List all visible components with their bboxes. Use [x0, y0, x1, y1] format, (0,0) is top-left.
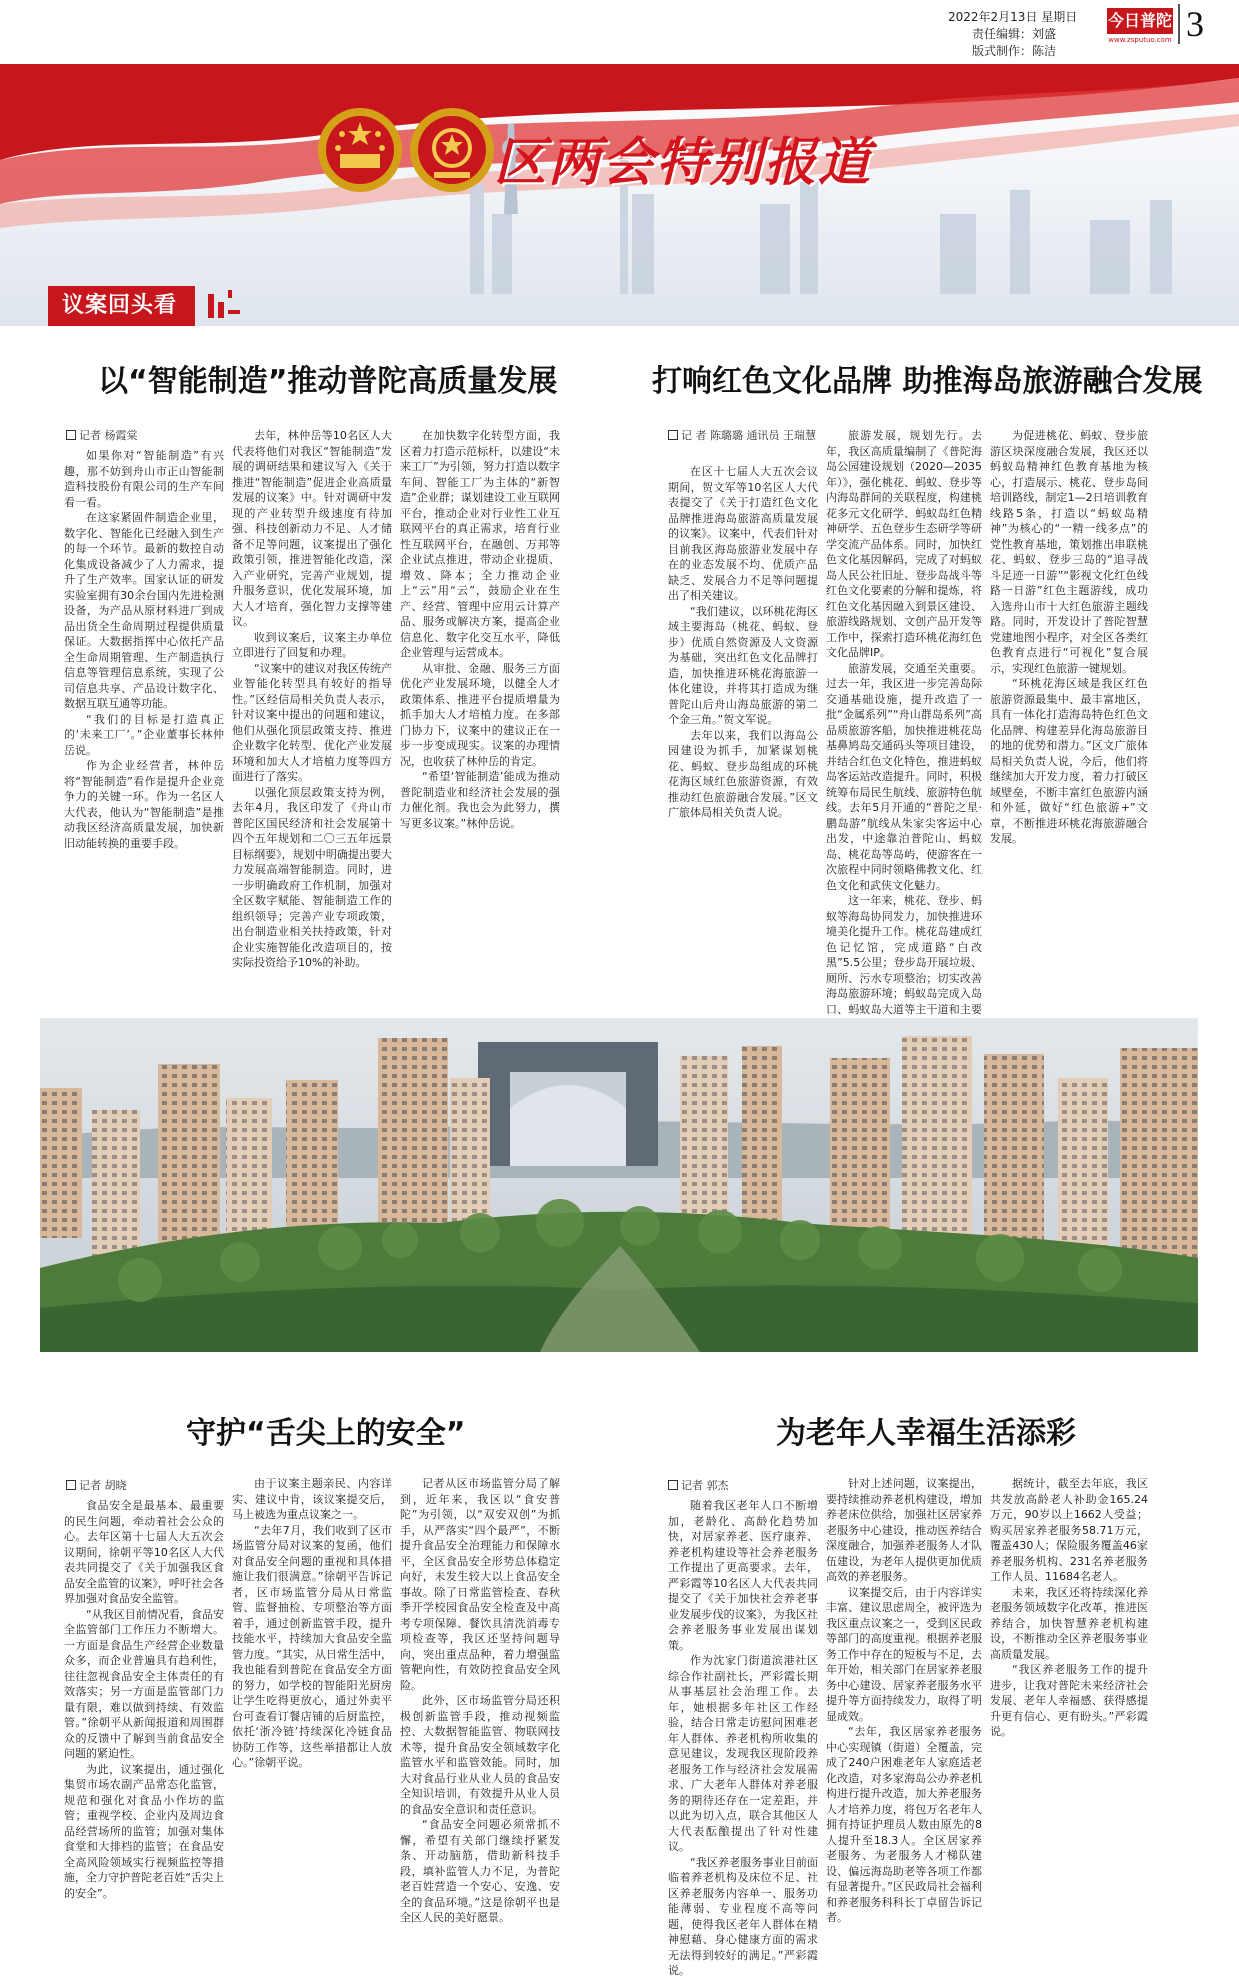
paragraph: 作为沈家门街道滨港社区综合作社副社长，严彩霞长期从事基层社会治理工作。去年，她根据多年社区工作经验，结合日常走访慰问困难老年人群体、养老机构所收集的意见建议，发现我区现阶段养老服务工作与经济社会发展需求、广大老年人群体对养老服务的期待还存在一定差距，并以此为切入点，联合其他区人大代表酝酿提出了针对性建议。 [668, 1654, 818, 1853]
paragraph: “环桃花海区域是我区红色旅游资源最集中、最丰富地区，具有一体化打造海岛特色红色文化品牌、构建差异化海岛旅游目的地的优势和潜力。”区文广旅体局相关负责人说，今后，他们将继续加大开发力度，着力打破区域壁垒，不断丰富红色旅游内涵和外延，做好“红色旅游+”文章，不断推进环桃花海旅游融合发展。 [990, 677, 1148, 845]
article-column [668, 464, 818, 990]
paragraph: “我区养老服务事业目前面临着养老机构及床位不足、社区养老服务内容单一、服务功能薄弱、专业程度不高等问题，使得我区老年人群体在精神慰藉、身心健康方面的需求无法得到较好的满足。”严彩霞说。 [668, 1855, 818, 1977]
paragraph: “我区养老服务工作的提升进步，让我对普陀未来经济社会发展、老年人幸福感、获得感提升更有信心、更有盼头。”严彩霞说。 [990, 1663, 1148, 1738]
paragraph: 据统计，截至去年底，我区共发放高龄老人补助金165.24万元，90岁以上1662人受益；购买居家养老服务58.71万元，覆盖430人；保险服务覆盖46家养老服务机构、231名养老服务工作人员、11684名老人。 [990, 1477, 1148, 1583]
page-number: 3 [1178, 4, 1204, 44]
paragraph: 为此，议案提出，通过强化集贸市场农副产品常态化监管，规范和强化对食品小作坊的监管；重视学校、企业内及周边食品经营场所的监管；加强对集体食堂和大排档的监管；在食品安全高风险领域实行视频监控等措施，全力守护普陀老百姓“舌尖上的安全”。 [64, 1762, 224, 1900]
page-header [0, 0, 1239, 64]
section-tag-decoration [208, 290, 240, 318]
article-headline: 以“智能制造”推动普陀高质量发展 [98, 364, 558, 399]
paragraph: 由于议案主题亲民、内容详实、建议中肯，该议案提交后，马上被选为重点议案之一。 [232, 1477, 392, 1521]
paragraph: 收到议案后，议案主办单位立即进行了回复和办理。 [232, 630, 392, 659]
paragraph: 去年以来，我们以海岛公园建设为抓手，加紧谋划桃花、蚂蚁、登步岛组成的环桃花海区域红色旅游资源，有效推动红色旅游融合发展。”区文广旅体局相关负责人说。 [668, 728, 818, 819]
paragraph: 食品安全是最基本、最重要的民生问题，牵动着社会公众的心。去年区第十七届人大五次会议期间，徐朝平等10名区人大代表共同提交了《关于加强我区食品安全监管的议案》，呼吁社会各界加强对食品安全监管。 [64, 1499, 224, 1605]
paragraph: “我们建议，以环桃花海区域主要海岛（桃花、蚂蚁、登步）优质自然资源及人文资源为基础，突出红色文化品牌打造，加快推进环桃花海旅游一体化建设，并将其打造成为继普陀山后舟山海岛旅游的第二个金三角。”贺文军说。 [668, 604, 818, 726]
byline-text: 记 者 陈璐璐 通讯员 王瑞慧 [681, 429, 816, 442]
cppcc-emblem-icon [410, 108, 494, 192]
paragraph: “去年，我区居家养老服务中心实现镇（街道）全覆盖，完成了240户困难老年人家庭适老化改造，对多家海岛公办养老机构进行提升改造，加大养老服务人才培养力度，将包万名老年人拥有持证护理员人数由原先的8人提升至18.3人。全区居家养老服务、为老服务人才梯队建设、偏远海岛助老等各项工作都有显著提升。”区民政局社会福利和养老服务科科长丁卓留告诉记者。 [826, 1725, 982, 1924]
layout-line: 版式制作：陈洁 [972, 44, 1057, 58]
article-byline [668, 1478, 729, 1493]
paragraph: “希望‘智能制造’能成为推动普陀制造业和经济社会发展的强力催化剂。我也会为此努力，撰写更多议案。”林仲岳说。 [400, 770, 560, 830]
paragraph: 在区十七届人大五次会议期间，贺文军等10名区人大代表提交了《关于打造红色文化品牌推进海岛旅游高质量发展的议案》。议案中，代表们针对目前我区海岛旅游业发展中存在的业态发展不均、优质产品缺乏、发展合力不足等问题提出了相关建议。 [668, 465, 818, 602]
article-byline [66, 1478, 127, 1493]
paragraph: 从审批、金融、服务三方面优化产业发展环境，以健全人才政策体系、推进平台提质增量为抓手加大人才培植力度。在多部门协力下，议案中的建议正在一步一步变成现实。议案的办理情况，也收获了林仲岳的肯定。 [400, 661, 560, 768]
article-column [64, 1498, 224, 1914]
paragraph: “议案中的建议对我区传统产业智能化转型具有较好的指导性。”区经信局相关负责人表示，针对议案中提出的问题和建议，他们从强化顶层政策支持、推进企业数字化转型、优化产业发展环境和加大人才培植力度等四方面进行了落实。 [232, 661, 392, 783]
paragraph: “去年7月，我们收到了区市场监管分局对议案的复函，他们对食品安全问题的重视和具体措施让我们很满意。”徐朝平告诉记者，区市场监管分局从日常监管、监督抽检、专项整治等方面着手，通过创新监管手段，提升技能水平，持续加大食品安全监管力度。“其实，从日常生活中，我也能看到普陀在食品安全方面的努力，如学校的智能阳光厨房让学生吃得更放心，通过外卖平台可查看订餐店铺的后厨监控，依托‘浙冷链’持续深化冷链食品协防工作等，这些举措都让人放心。”徐朝平说。 [232, 1523, 392, 1769]
masthead-logo: 今日普陀 [1107, 8, 1173, 34]
paragraph: “从我区目前情况看，食品安全监管部门工作压力不断增大。一方面是食品生产经营企业数量众多，而企业普遍具有趋利性，往往忽视食品安全主体责任的有效落实；另一方面是监管部门力量有限，难以做到持续、有效监管。”徐朝平从新闻报道和周围群众的反馈中了解到当前食品安全问题的紧迫性。 [64, 1607, 224, 1760]
article-column [990, 428, 1148, 990]
special-report-banner [0, 64, 1239, 326]
byline-text: 记者 郭杰 [681, 1479, 729, 1492]
byline-marker-icon [66, 430, 76, 440]
article-column [232, 428, 392, 990]
paragraph: 作为企业经营者，林仲岳将“智能制造”看作是提升企业竞争力的关键一环。作为一名区人大代表，他认为“智能制造”是推动我区经济高质量发展，加快新旧动能转换的重要手段。 [64, 759, 224, 850]
article-headline: 打响红色文化品牌 助推海岛旅游融合发展 [652, 364, 1203, 399]
issue-date: 2022年2月13日 星期日 [948, 10, 1078, 24]
paragraph: 记者从区市场监管分局了解到，近年来，我区以“食安普陀”为引领，以“双安双创”为抓手，从严落实“四个最严”，不断提升食品安全治理能力和保障水平，全区食品安全形势总体稳定向好，未发生较大以上食品安全事故。除了日常监管检查、春秋季开学校园食品安全检查及中高考专项保障、餐饮具清洗消毒专项检查等，我区还坚持问题导向，突出重点品种，着力增强监管靶向性，有效防控食品安全风险。 [400, 1477, 560, 1692]
section-tag: 议案回头看 [48, 286, 195, 326]
banner-title: 区两会特别报道 [494, 133, 873, 193]
article-byline [66, 428, 138, 443]
paragraph: 针对上述问题，议案提出，要持续推动养老机构建设，增加养老床位供给，加强社区居家养老服务中心建设，推动医养结合深度融合，加强养老服务人才队伍建设，为老年人提供更加优质高效的养老服务。 [826, 1477, 982, 1583]
residential-photo-illustration [40, 1018, 1198, 1352]
article-byline [668, 428, 816, 443]
paragraph: 在加快数字化转型方面，我区着力打造示范标杆，以建设“未来工厂”为引领，努力打造以数字车间、智能工厂为主体的“新智造”企业群；谋划建设工业互联网平台，推动企业对行业性工业互联网平台的真正需求，培育行业性互联网平台，在融创、万邦等企业试点推进，带动企业提质、增效、降本；全力推动企业上“云”用“云”，鼓励企业在生产、经营、管理中应用云计算产品、服务或解决方案，提高企业信息化、数字化交互水平，降低企业管理与运营成本。 [400, 429, 560, 659]
paragraph: “食品安全问题必须常抓不懈，希望有关部门继续抒紧发条、开动脑筋，借助新科技手段，填补监管人力不足，为普陀老百姓营造一个安心、安逸、安全的食品环境。”这是徐朝平也是全区人民的美好愿景。 [400, 1818, 560, 1924]
paragraph: 如果你对“智能制造”有兴趣，那不妨到舟山市正山智能制造科技股份有限公司的生产车间看一看。 [64, 449, 224, 509]
editor-line: 责任编辑：刘盛 [972, 27, 1057, 41]
paragraph: 此外，区市场监管分局还积极创新监管手段，推动视频监控、大数据智能监管、物联网技术等，提升食品安全领域数字化监管水平和监管效能。同时，加大对食品行业从业人员的食品安全知识培训，有效提升从业人员的食品安全意识和责任意识。 [400, 1694, 560, 1816]
paragraph: 去年，林仲岳等10名区人大代表将他们对我区“智能制造”发展的调研结果和建议写入《关于推进“智能制造”促进企业高质量发展的议案》中。针对调研中发现的产业转型升级速度有待加强、科技创新动力不足、人才储备不足等问题，议案提出了强化政策引领，推进智能化改造，深入产业研究，完善产业规划，提升服务意识，优化发展环境，加大人才培育，强化智力支撑等建议。 [232, 429, 392, 628]
article-column [826, 428, 982, 1016]
article-column [400, 428, 560, 990]
paragraph: 旅游发展，交通至关重要。过去一年，我区进一步完善岛际交通基础设施，提升改造了一批“金属系列”“舟山群岛系列”高品质旅游客船，加快推进桃花岛基鼻鸠岛交通码头等项目建设，并结合红色文化特色，推进蚂蚁岛客运站改造提升。同时，积极统筹布局民生航线、旅游特色航线。去年5月开通的“普陀之星·鹏岛游”航线从朱家尖客运中心出发，中途靠泊普陀山、蚂蚁岛、桃花岛等岛屿，使游客在一次旅程中同时领略佛教文化、红色文化和武侠文化魅力。 [826, 661, 982, 892]
article-column [400, 1476, 560, 1924]
article-column [668, 1498, 818, 1977]
article-column [990, 1476, 1148, 1914]
paragraph: 旅游发展，规划先行。去年，我区高质量编制了《普陀海岛公园建设规划（2020—2035年）》，强化桃花、蚂蚁、登步等内海岛群间的关联程度，构建桃花多元文化研学、蚂蚁岛红色精神研学、五色登步生态研学等研学交流产品体系。同时，加快红色文化基因解码，完成了对蚂蚁岛人民公社旧址、登步岛战斗等红色文化要素的分解和提炼，将红色文化基因融入到景区建设、旅游线路规划、文创产品开发等工作中，探索打造环桃花海红色文化品牌IP。 [826, 429, 982, 659]
national-emblem-icon [318, 108, 402, 192]
residential-photo [40, 1018, 1198, 1352]
paragraph: 这一年来，桃花、登步、蚂蚁等海岛协同发力，加快推进环境美化提升工作。桃花岛建成红色记忆馆，完成道路“白改黑”5.5公里；登步岛开展垃圾、厕所、污水专项整治；切实改善海岛旅游环境；蚂蚁岛完成入岛口、蚂蚁岛大道等主干道和主要 [826, 894, 982, 1016]
masthead-url: www.zsputuo.com [1108, 36, 1172, 44]
paragraph: 以强化顶层政策支持为例，去年4月，我区印发了《舟山市普陀区国民经济和社会发展第十四个五年规划和二〇三五年远景目标纲要》，规划中明确提出要大力发展高端智能制造。同时，进一步明确政府工作机制，加强对全区数字赋能、智能制造工作的组织领导；完善产业专项政策，出台制造业相关扶持政策，针对企业实施智能化改造项目的，按实际投资给予10%的补助。 [232, 785, 392, 969]
byline-marker-icon [668, 430, 678, 440]
paragraph: 随着我区老年人口不断增加，老龄化、高龄化趋势加快，对居家养老、医疗康养、养老机构建设等社会养老服务工作提出了更高要求。去年，严彩霞等10名区人大代表共同提交了《关于加快社会养老事业发展步伐的议案》，为我区社会养老服务事业发展出谋划策。 [668, 1499, 818, 1652]
article-headline: 守护“舌尖上的安全” [186, 1416, 466, 1451]
article-headline: 为老年人幸福生活添彩 [776, 1416, 1076, 1451]
article-column [64, 448, 224, 990]
paragraph: 未来，我区还将持续深化养老服务领域数字化改革，推进医养结合，加快智慧养老机构建设，不断推动全区养老服务事业高质量发展。 [990, 1585, 1148, 1661]
article-column [232, 1476, 392, 1914]
byline-text: 记者 胡晓 [79, 1479, 127, 1492]
article-column [826, 1476, 982, 1924]
arch-building [478, 1042, 658, 1166]
paragraph: 为促进桃花、蚂蚁、登步旅游区块深度融合发展，我区还以蚂蚁岛精神红色教育基地为核心，打造展示、桃花、登步岛间培训路线，制定1—2日培训教育线路5条，打造以“蚂蚁岛精神”为核心的“一精一线多点”的党性教育基地，策划推出串联桃花、蚂蚁、登步三岛的“追寻战斗足迹一日游”“影视文化红色线路一日游”红色主题游线，成功入选舟山市十大红色旅游主题线路。同时，开发设计了普陀智慧党建地图小程序，对全区各类红色教育点进行“可视化”复合展示，实现红色旅游一键规划。 [990, 429, 1148, 675]
editor-credits [972, 26, 1056, 60]
paragraph: 议案提交后，由于内容详实丰富、建议思虑周全，被评选为我区重点议案之一，受到区民政等部门的高度重视。根据养老服务工作中存在的短板与不足，去年开始，相关部门在居家养老服务中心建设、居家养老服务水平提升等方面持续发力，取得了明显成效。 [826, 1585, 982, 1723]
paragraph: 在这家紧固件制造企业里，数字化、智能化已经融入到生产的每一个环节。最新的数控自动化集成设备减少了人力需求，提升了生产效率。国家认证的研发实验室拥有30余台国内先进检测设备，为产品从原材料进厂到成品出货全生命周期过程提供质量保证。大数据指挥中心依托产品全生命周期管理、生产制造执行信息等管理信息系统，实现了公司信息共享、产品设计数字化、数据互联互通等功能。 [64, 511, 224, 710]
paragraph: “我们的目标是打造真正的‘未来工厂’。”企业董事长林仲岳说。 [64, 712, 224, 757]
byline-marker-icon [668, 1480, 678, 1490]
byline-marker-icon [66, 1480, 76, 1490]
byline-text: 记者 杨霞棠 [79, 429, 138, 442]
